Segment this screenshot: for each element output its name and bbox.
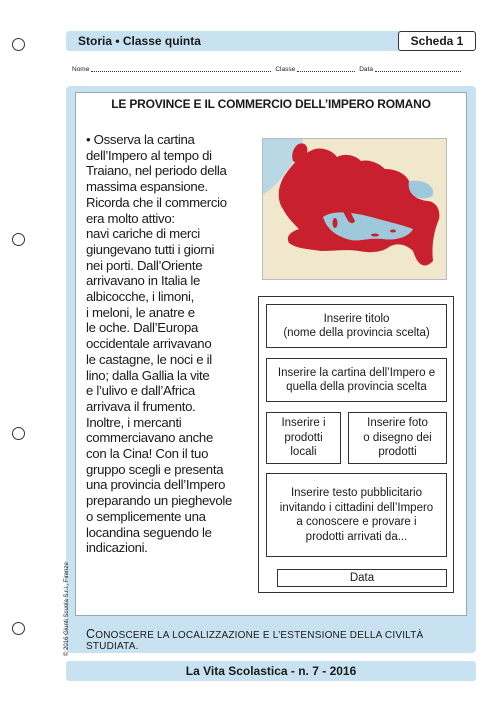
- text-line: commerciavano anche: [86, 430, 213, 446]
- roman-empire-map: [262, 138, 447, 280]
- map-box: [266, 358, 447, 402]
- text-line: preparando un pieghevole: [86, 493, 233, 509]
- text-line: giungevano tutti i giorni: [86, 241, 215, 257]
- name-field[interactable]: [91, 66, 271, 72]
- student-fields: [72, 66, 476, 73]
- box-text: a conoscere e provare i: [296, 516, 417, 528]
- binder-hole: [12, 233, 25, 246]
- text-line: navi cariche di merci: [86, 226, 200, 242]
- box-text: Inserire testo pubblicitario: [290, 487, 423, 499]
- binder-hole: [12, 622, 25, 635]
- date-label: Data: [359, 66, 373, 73]
- text-line: era molto attivo:: [86, 210, 175, 226]
- date-box: [277, 569, 447, 587]
- box-text: Inserire la cartina dell’Impero e: [277, 366, 436, 379]
- text-line: arrivavano in Italia le: [86, 273, 201, 289]
- text-line: o semplicemente una: [86, 508, 206, 524]
- box-text: prodotti: [284, 431, 323, 444]
- text-line: indicazioni.: [86, 540, 148, 556]
- class-field[interactable]: [297, 66, 355, 72]
- ad-text-box: [266, 473, 447, 557]
- text-line: le oche. Dall’Europa: [86, 320, 199, 336]
- name-label: Nome: [72, 66, 90, 73]
- box-text: (nome della provincia scelta): [283, 327, 430, 339]
- sheet-number: Scheda 1: [398, 31, 476, 51]
- text-line: Inoltre, i mercanti: [86, 414, 182, 430]
- objective-initial: C: [86, 627, 96, 641]
- binder-hole: [12, 38, 25, 51]
- text-line: • Osserva la cartina: [86, 132, 195, 147]
- box-text: invitando i cittadini dell’Impero: [279, 501, 434, 514]
- text-line: gruppo scegli e presenta: [86, 461, 224, 477]
- map-illustration: [263, 139, 447, 280]
- date-box-label: Data: [349, 571, 375, 584]
- text-line: arrivava il frumento.: [86, 398, 196, 414]
- box-text: prodotti: [378, 446, 417, 459]
- box-text: o disegno dei: [363, 431, 432, 444]
- products-box: [266, 412, 341, 464]
- box-text: Inserire titolo: [323, 312, 390, 325]
- photo-box: [348, 412, 447, 464]
- text-line: nei porti. Dall’Oriente: [86, 257, 203, 273]
- text-line: lino; dalla Gallia la vite: [86, 367, 210, 383]
- text-line: dell’Impero al tempo di: [86, 147, 212, 163]
- text-line: le castagne, le noci e il: [86, 351, 212, 367]
- box-text: Inserire foto: [367, 417, 428, 430]
- text-line: una provincia dell’Impero: [86, 477, 226, 493]
- subject-label: Storia • Classe quinta: [78, 34, 201, 48]
- class-label: Classe: [275, 66, 296, 73]
- box-text: prodotti arrivati da...: [305, 530, 408, 543]
- text-line: occidentale arrivavano: [86, 336, 212, 352]
- text-line: e l’ulivo e dall’Africa: [86, 383, 195, 399]
- text-line: i meloni, le anatre e: [86, 304, 195, 320]
- binder-hole: [12, 427, 25, 440]
- text-line: locandina seguendo le: [86, 524, 212, 540]
- box-text: quella della provincia scelta: [286, 381, 427, 393]
- box-text: locali: [290, 446, 317, 459]
- publication-label: La Vita Scolastica - n. 7 - 2016: [185, 664, 357, 678]
- text-line: con la Cina! Con il tuo: [86, 446, 209, 462]
- text-line: Ricorda che il commercio: [86, 194, 227, 210]
- title-box: [266, 304, 447, 348]
- footer-bar: [66, 661, 476, 681]
- box-text: Inserire i: [281, 417, 326, 430]
- date-field[interactable]: [375, 66, 461, 72]
- page-title: LE PROVINCE E IL COMMERCIO DELL’IMPERO ROMANO: [111, 97, 431, 111]
- text-line: albicocche, i limoni,: [86, 289, 195, 305]
- copyright-notice: © 2016 Giunti Scuola S.r.l., Firenze: [64, 562, 70, 656]
- text-line: Traiano, nel periodo della: [86, 163, 227, 179]
- text-line: massima espansione.: [86, 179, 208, 195]
- objective-text: ONOSCERE LA LOCALIZZAZIONE E L’ESTENSIONE DELLA CIVILTÀ STUDIATA.: [86, 630, 424, 652]
- instructions-text: [86, 132, 256, 556]
- learning-objective: [86, 627, 466, 652]
